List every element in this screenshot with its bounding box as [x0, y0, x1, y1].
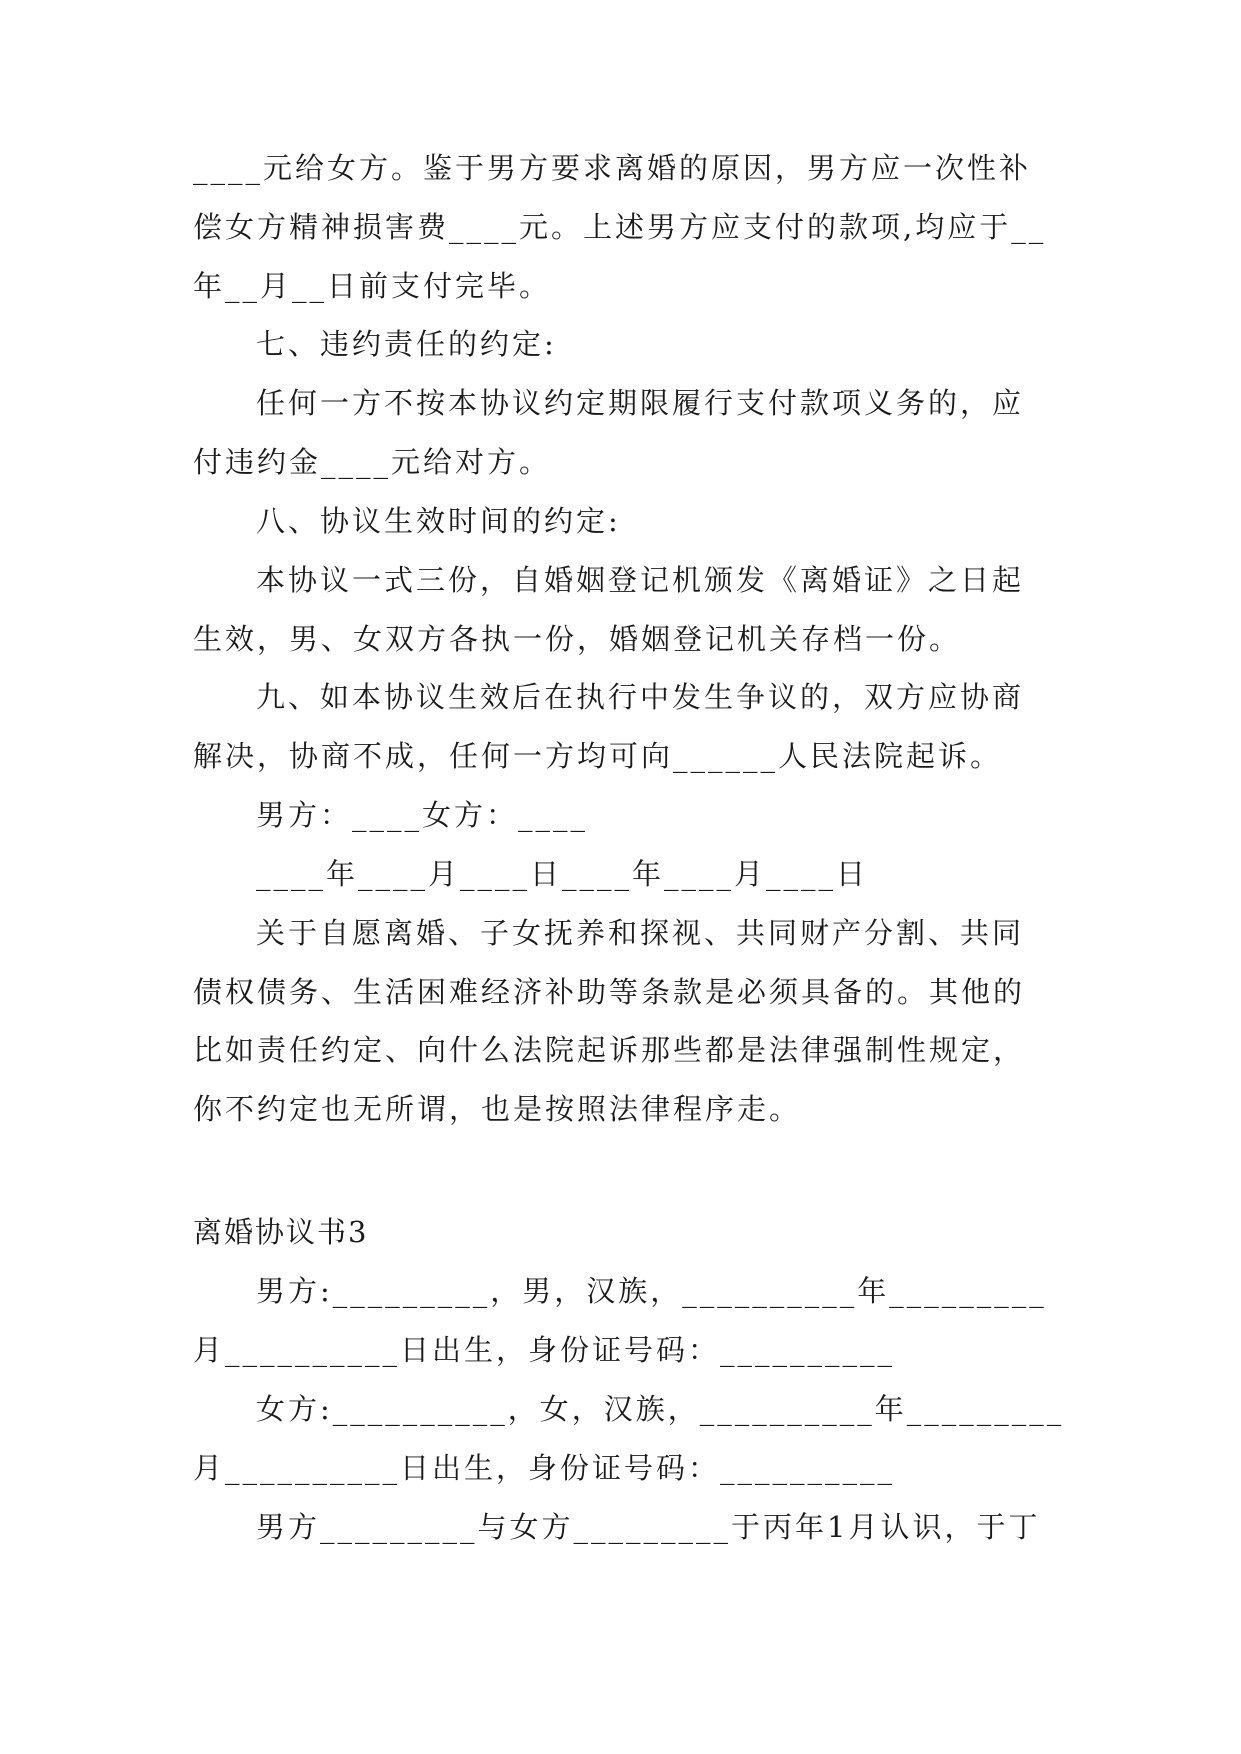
signature-line: 男方：____女方：____	[256, 798, 589, 832]
paragraph-line: ____元给女方。鉴于男方要求离婚的原因，男方应一次性补	[193, 151, 1032, 185]
paragraph-line: 付违约金____元给对方。	[193, 445, 552, 479]
paragraph-line: 关于自愿离婚、子女抚养和探视、共同财产分割、共同	[256, 916, 1025, 950]
document-title: 离婚协议书3	[193, 1215, 369, 1249]
party-line: 月__________日出生，身份证号码：__________	[193, 1451, 896, 1485]
party-line: 女方:__________，女，汉族，__________年_________	[256, 1392, 1065, 1426]
paragraph-line: 比如责任约定、向什么法院起诉那些都是法律强制性规定，	[193, 1033, 1026, 1067]
paragraph-line: 解决，协商不成，任何一方均可向______人民法院起诉。	[193, 739, 1003, 773]
paragraph-line: 债权债务、生活困难经济补助等条款是必须具备的。其他的	[193, 975, 1026, 1009]
paragraph-line: 生效，男、女双方各执一份，婚姻登记机关存档一份。	[193, 622, 962, 656]
paragraph-line: 偿女方精神损害费____元。上述男方应支付的款项,均应于__	[193, 210, 1047, 244]
party-line: 男方:_________，男，汉族，__________年_________	[256, 1274, 1047, 1308]
section-heading: 八、协议生效时间的约定:	[256, 504, 621, 538]
paragraph-line: 九、如本协议生效后在执行中发生争议的，双方应协商	[256, 680, 1025, 714]
section-heading: 七、违约责任的约定:	[256, 327, 557, 361]
paragraph-line: 男方_________与女方_________于丙年1月认识，于丁	[256, 1510, 1041, 1544]
party-line: 月__________日出生，身份证号码：__________	[193, 1333, 896, 1367]
paragraph-line: 你不约定也无所谓，也是按照法律程序走。	[193, 1092, 802, 1126]
paragraph-line: 本协议一式三份，自婚姻登记机颁发《离婚证》之日起	[256, 563, 1025, 597]
paragraph-line: 年__月__日前支付完毕。	[193, 269, 552, 303]
paragraph-line: 任何一方不按本协议约定期限履行支付款项义务的，应	[256, 386, 1025, 420]
date-line: ____年____月____日____年____月____日	[256, 857, 869, 891]
